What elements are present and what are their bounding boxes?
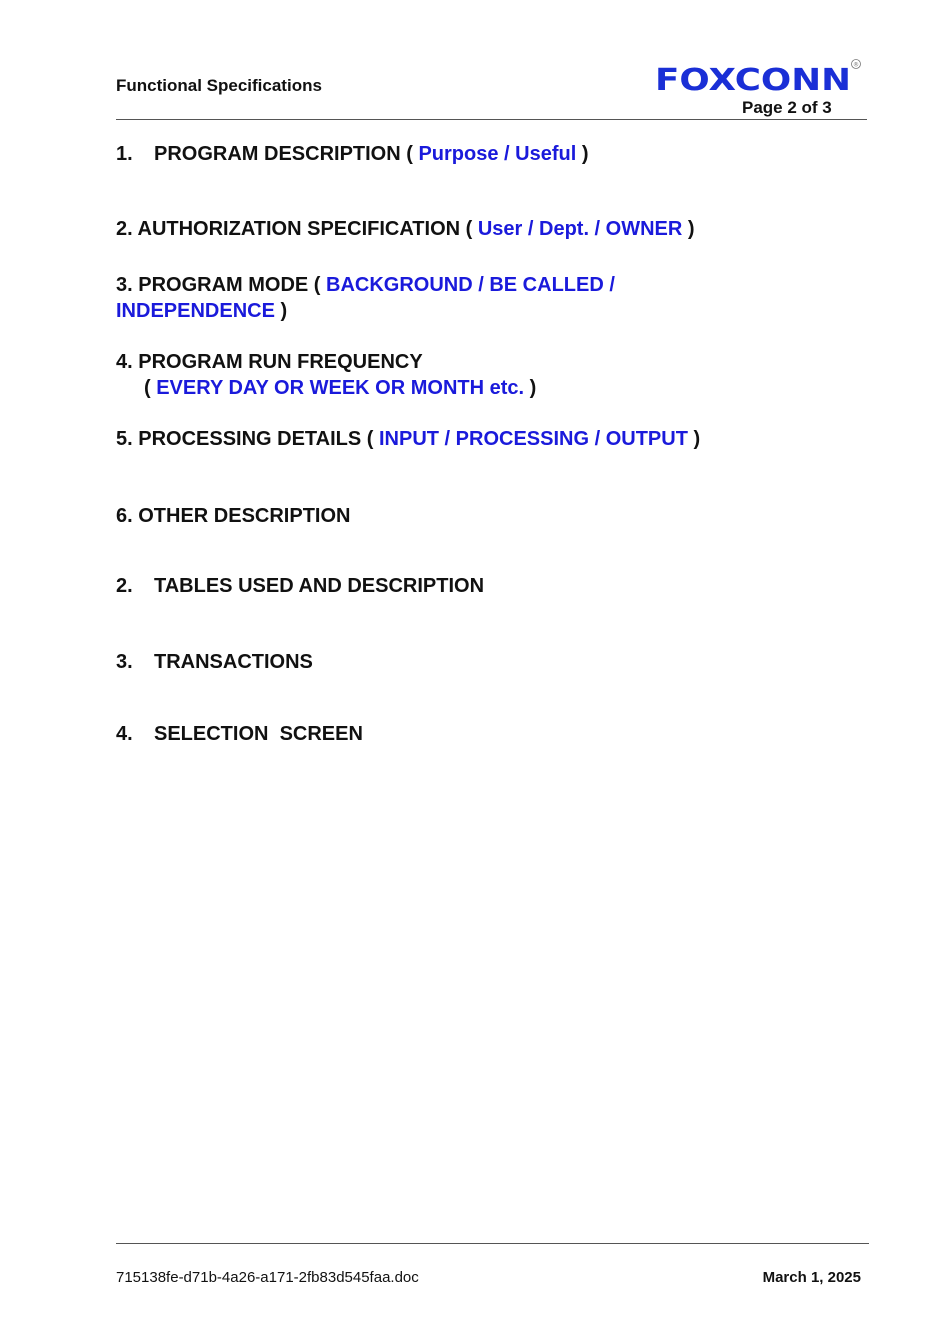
footer-divider [116, 1243, 869, 1244]
section-authorization-specification: 2. AUTHORIZATION SPECIFICATION ( User / Dept. / OWNER ) [116, 218, 695, 240]
foxconn-logo [653, 58, 863, 94]
section-program-mode-continued: INDEPENDENCE ) [116, 300, 288, 322]
section-number: 2. [116, 575, 133, 597]
page-indicator: Page 2 of 3 [742, 98, 832, 117]
section-highlight: INPUT / PROCESSING / OUTPUT [379, 428, 688, 450]
section-number: 3. [116, 651, 133, 673]
section-program-run-frequency: 4. PROGRAM RUN FREQUENCY [116, 351, 423, 373]
section-highlight: BACKGROUND / BE CALLED / [326, 274, 615, 296]
footer-date: March 1, 2025 [762, 1269, 861, 1286]
registered-mark: ® [853, 61, 859, 69]
header-divider [116, 119, 867, 120]
section-highlight: User / Dept. / OWNER [477, 218, 683, 240]
section-program-mode: 3. PROGRAM MODE ( BACKGROUND / BE CALLED / [116, 274, 615, 296]
document-title: Functional Specifications [116, 76, 322, 95]
section-number: 1. [116, 143, 133, 165]
section-highlight: EVERY DAY OR WEEK OR MONTH etc. [156, 377, 525, 399]
section-processing-details: 5. PROCESSING DETAILS ( INPUT / PROCESSING / OUTPUT ) [116, 428, 701, 450]
section-selection-screen: 4. SELECTION SCREEN [116, 723, 363, 745]
section-other-description: 6. OTHER DESCRIPTION [116, 505, 351, 527]
section-program-run-frequency-detail: ( EVERY DAY OR WEEK OR MONTH etc. ) [144, 377, 537, 399]
section-number: 4. [116, 723, 133, 745]
section-program-description: 1. PROGRAM DESCRIPTION ( Purpose / Useful ) [116, 143, 589, 165]
section-highlight: Purpose / Useful [418, 143, 577, 165]
footer-filename: 715138fe-d71b-4a26-a171-2fb83d545faa.doc [116, 1269, 419, 1286]
section-tables-used: 2. TABLES USED AND DESCRIPTION [116, 575, 485, 597]
section-highlight: INDEPENDENCE [116, 300, 275, 322]
section-transactions: 3. TRANSACTIONS [116, 651, 313, 673]
logo-text: FOXCONN [655, 63, 851, 94]
